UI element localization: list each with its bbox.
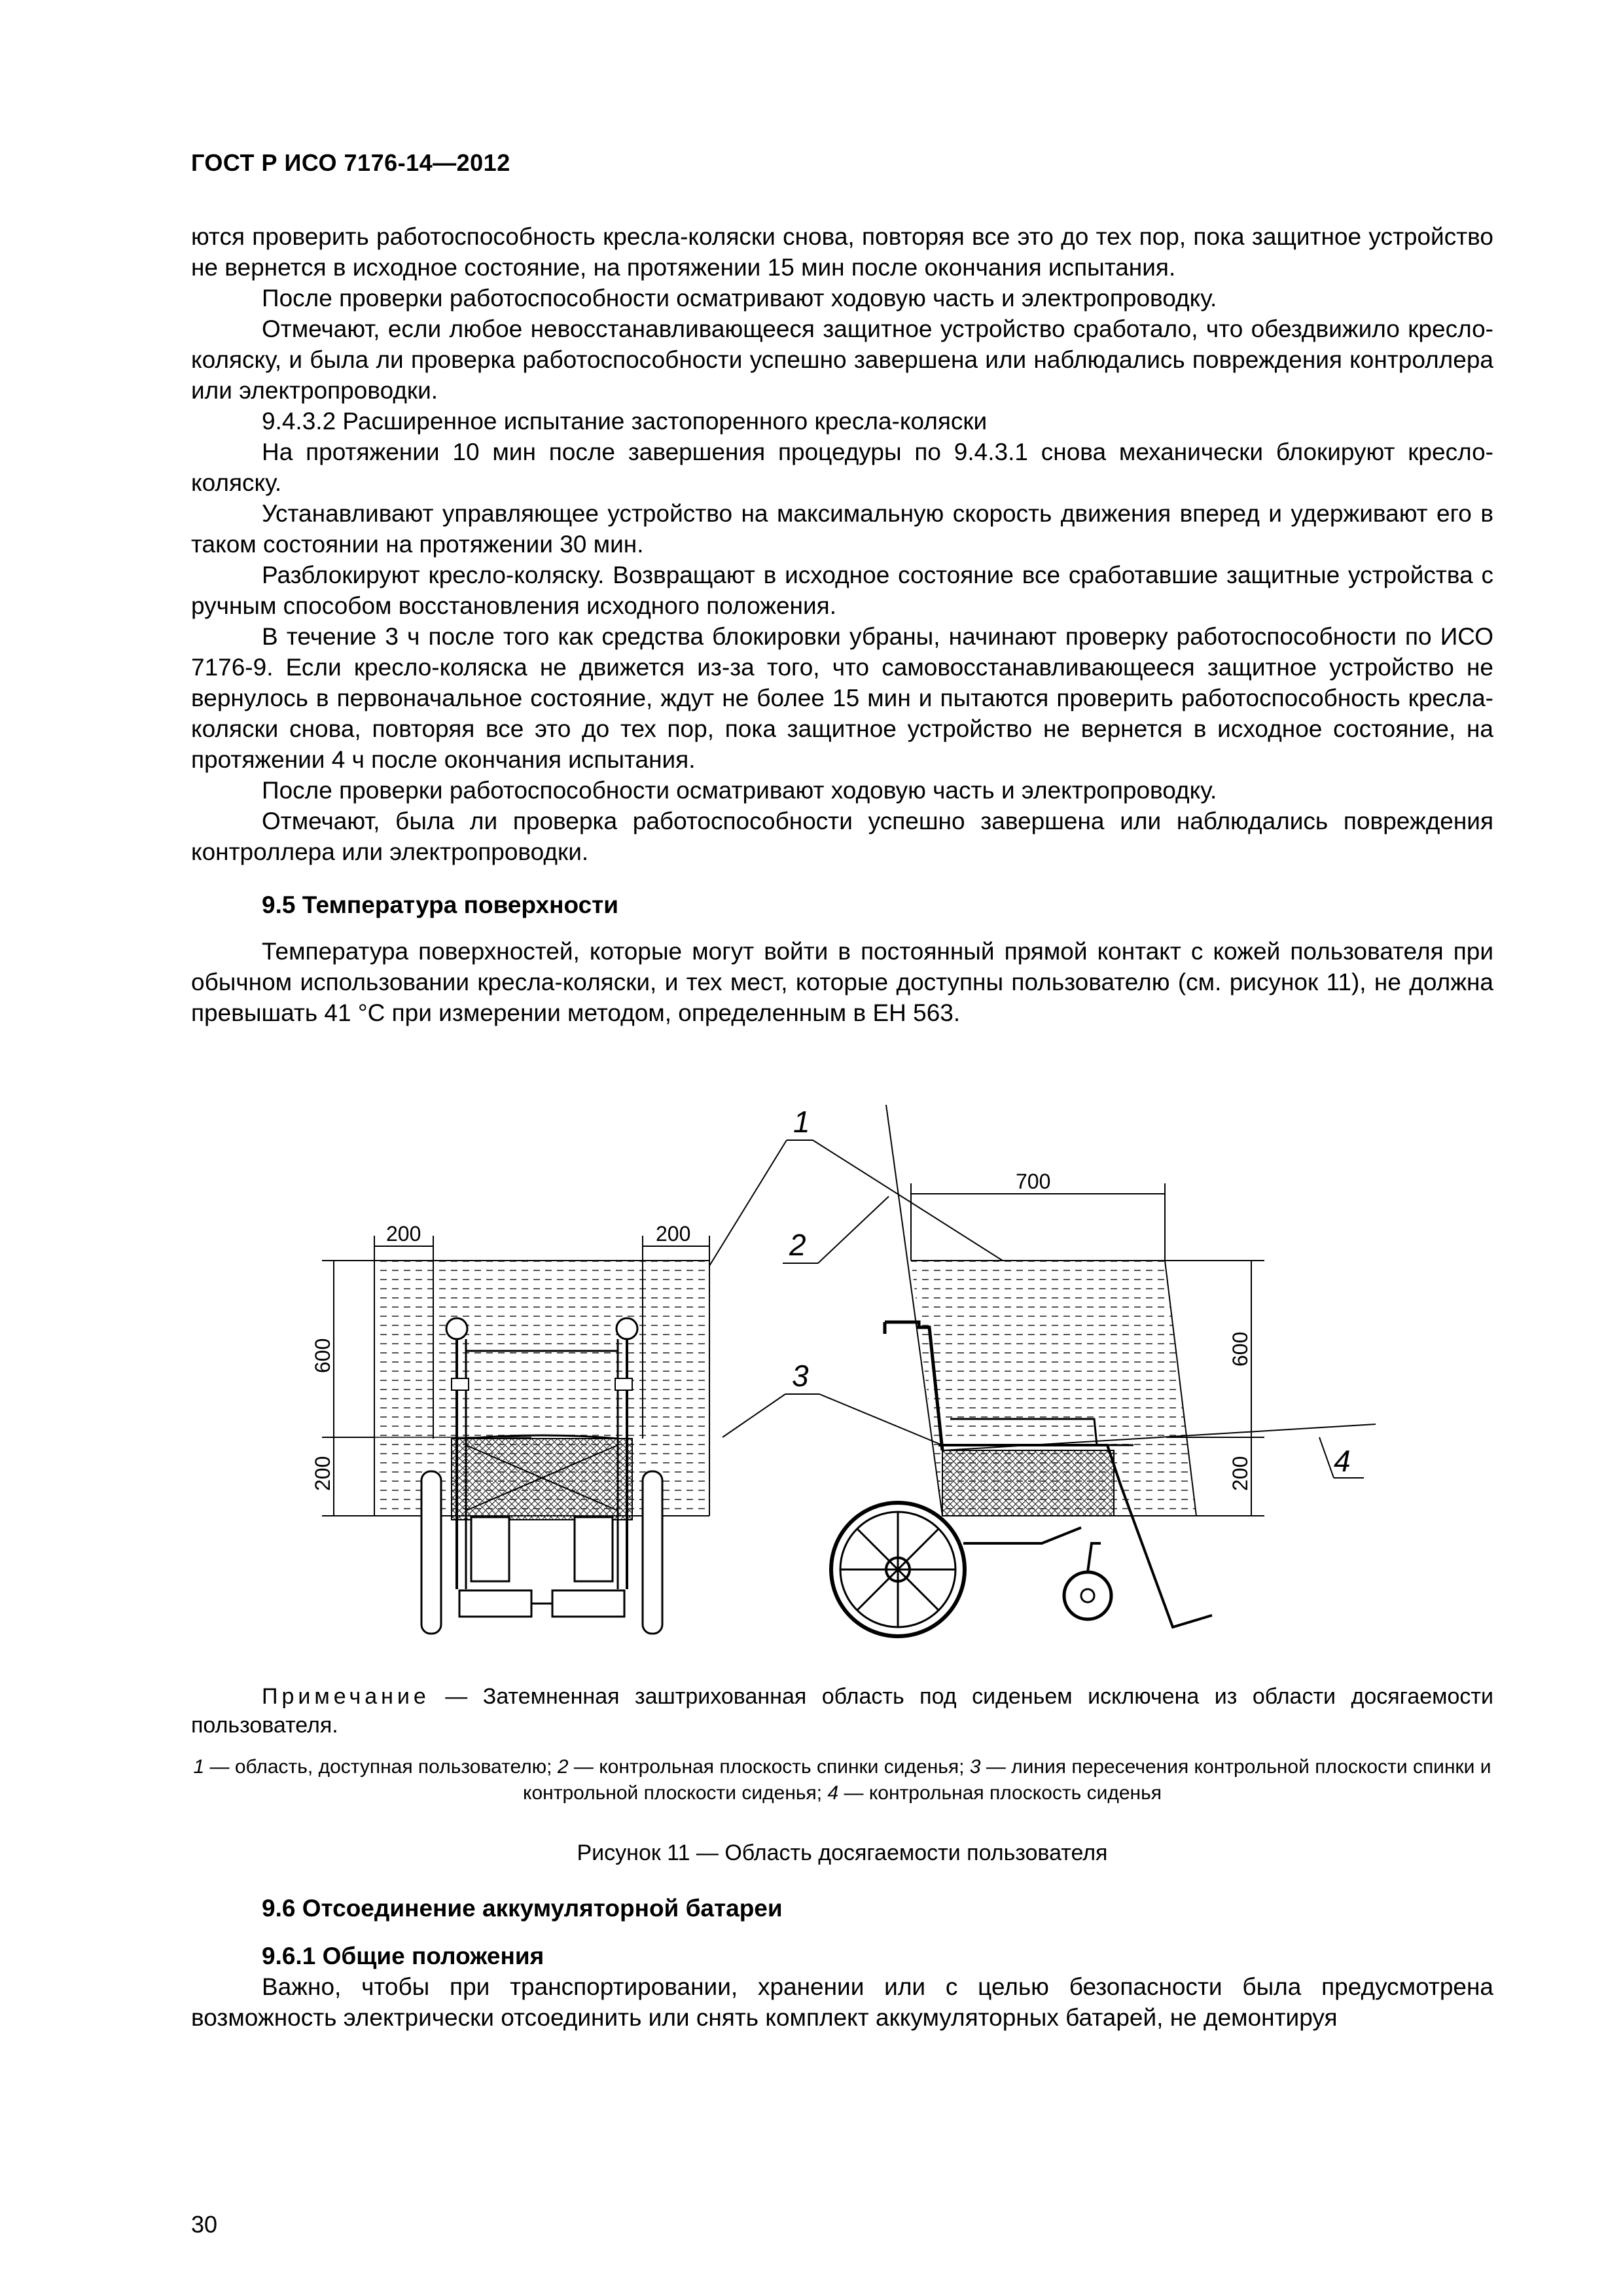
paragraph: Отмечают, была ли проверка работоспособности успешно завершена или наблюдались повреждения контроллера или электропроводки.: [191, 808, 1493, 865]
legend-text-3: — линия пересечения контрольной плоскости спинки и контрольной плоскости сиденья;: [523, 1756, 1491, 1804]
figure-11: [191, 1092, 1493, 1655]
legend-num-2: 2: [557, 1756, 569, 1778]
paragraph: Устанавливают управляющее устройство на максимальную скорость движения вперед и удерживают его в таком состоянии на протяжении 30 мин.: [191, 500, 1493, 558]
paragraph: В течение 3 ч после того как средства блокировки убраны, начинают проверку работоспособности по ИСО 7176-9. Если кресло-коляска не движется из-за того, что самовосстанавливающееся защитное устройство не вернулось в первоначальное состояние, ждут не более 15 мин и пытаются проверить работоспособность кресла-коляски снова, повторяя все это до тех пор, пока защитное устройство не вернется в исходное состояние, на протяжении 4 ч после окончания испытания.: [191, 623, 1493, 773]
handle-right: [616, 1318, 637, 1339]
paragraph: После проверки работоспособности осматривают ходовую часть и электропроводку.: [262, 285, 1217, 312]
subsection-title: 9.4.3.2 Расширенное испытание застопоренного кресла-коляски: [262, 408, 988, 435]
figure-drawing: [191, 1092, 1493, 1655]
dim-side-height: 600: [1228, 1331, 1252, 1367]
paragraph: Температура поверхностей, которые могут войти в постоянный прямой контакт с кожей пользователя при обычном использовании кресла-коляски, и тех мест, которые доступны пользователю (см. рисунок 11), не должна превышать 41 °С при измерении методом, определенным в ЕН 563.: [191, 938, 1493, 1026]
paragraph: После проверки работоспособности осматривают ходовую часть и электропроводку.: [262, 777, 1217, 804]
legend-num-3: 3: [969, 1756, 981, 1778]
excluded-area-side: [942, 1450, 1114, 1516]
note-text: — Затемненная заштрихованная область под сиденьем исключена из области досягаемости пользователя.: [191, 1684, 1493, 1738]
label-2: 2: [789, 1228, 806, 1262]
paragraph: Важно, чтобы при транспортировании, хранении или с целью безопасности была предусмотрена возможность электрически отсоединить или снять комплект аккумуляторных батарей, не демонтируя: [191, 1973, 1493, 2031]
document-header: ГОСТ Р ИСО 7176-14—2012: [191, 149, 510, 176]
figure-caption: Рисунок 11 — Область досягаемости пользователя: [577, 1840, 1108, 1865]
legend-text-1: — область, доступная пользователю;: [204, 1756, 558, 1778]
side-view: [831, 1105, 1376, 1636]
dim-side-width: 700: [1016, 1170, 1051, 1193]
dim-front-height: 600: [311, 1338, 334, 1373]
dim-side-low: 200: [1228, 1456, 1252, 1491]
body-text-bottom: [191, 1893, 1493, 2033]
handle-left: [446, 1318, 467, 1339]
paragraph: Разблокируют кресло-коляску. Возвращают в исходное состояние все сработавшие защитные устройства с ручным способом восстановления исходного положения.: [191, 562, 1493, 619]
dim-front-right: 200: [656, 1222, 691, 1246]
page-number: 30: [191, 2211, 218, 2238]
label-4: 4: [1334, 1444, 1351, 1478]
figure-note: [191, 1682, 1493, 1740]
figure-legend: [191, 1754, 1493, 1806]
label-3: 3: [792, 1359, 809, 1393]
subsection-heading-9-6-1: 9.6.1 Общие положения: [262, 1943, 544, 1969]
dim-front-left: 200: [386, 1222, 421, 1246]
legend-text-4: — контрольная плоскость сиденья: [838, 1782, 1162, 1804]
dim-front-low: 200: [311, 1456, 334, 1491]
body-text-top: [191, 221, 1493, 1028]
legend-text-2: — контрольная плоскость спинки сиденья;: [568, 1756, 970, 1778]
legend-num-4: 4: [827, 1782, 839, 1804]
legend-num-1: 1: [193, 1756, 205, 1778]
front-view: [311, 1222, 709, 1634]
wheel-right: [643, 1471, 662, 1634]
paragraph: Отмечают, если любое невосстанавливающееся защитное устройство сработало, что обездвижило кресло-коляску, и была ли проверка работоспособности успешно завершена или наблюдались повреждения контроллера или электропроводки.: [191, 315, 1493, 404]
label-1: 1: [793, 1105, 810, 1139]
note-prefix: Примечание: [262, 1684, 430, 1709]
wheel-left: [421, 1471, 441, 1634]
section-heading-9-5: 9.5 Температура поверхности: [262, 891, 619, 918]
paragraph: ются проверить работоспособность кресла-коляски снова, повторяя все это до тех пор, пока защитное устройство не вернется в исходное состояние, на протяжении 15 мин после окончания испытания.: [191, 223, 1493, 281]
paragraph: На протяжении 10 мин после завершения процедуры по 9.4.3.1 снова механически блокируют кресло-коляску.: [191, 439, 1493, 496]
section-heading-9-6: 9.6 Отсоединение аккумуляторной батареи: [262, 1895, 783, 1922]
